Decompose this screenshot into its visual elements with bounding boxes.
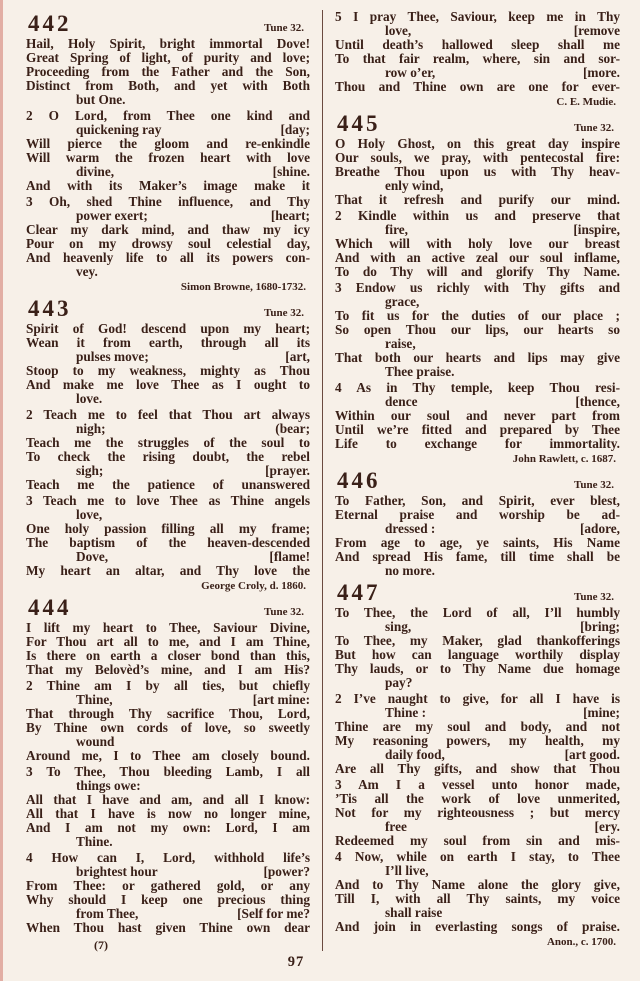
column-left xyxy=(26,10,322,951)
hymn-line: 5 I pray Thee, Saviour, keep me in Thy xyxy=(335,9,620,24)
hymn-line: 4 As in Thy temple, keep Thou resi- xyxy=(335,380,620,395)
hymn-line: Spirit of God! descend upon my heart; xyxy=(26,321,310,336)
hymn-line: vey. xyxy=(76,264,98,279)
hymn-line: And heavenly life to all its powers con- xyxy=(26,250,310,265)
hymn-line: To fit us for the duties of our place ; xyxy=(335,308,620,323)
hymn-line xyxy=(335,223,620,237)
hymn-line: Why should I keep one precious thing xyxy=(26,892,310,907)
hymn-line-text: nigh; xyxy=(76,421,106,436)
hymn-line: All that I have is now no longer mine, xyxy=(26,806,310,821)
hymn-line xyxy=(26,350,310,364)
hymn-line: Within our soul and never part from xyxy=(335,408,620,423)
hymn-line: To Thee, the Lord of all, I’ll humbly xyxy=(335,605,620,620)
hymn-line: Hail, Holy Spirit, bright immortal Dove! xyxy=(26,36,310,51)
hymn-line: 3 Oh, shed Thine influence, and Thy xyxy=(26,194,310,209)
hymn-line xyxy=(335,522,620,536)
catchword: [more. xyxy=(582,65,620,80)
catchword: [bring; xyxy=(580,619,620,634)
hymn-line-text: Thine : xyxy=(385,705,427,720)
hymn-line: 3 Teach me to love Thee as Thine angels xyxy=(26,493,310,508)
catchword: [mine; xyxy=(583,705,620,720)
hymn-line: 2 I’ve naught to give, for all I have is xyxy=(335,691,620,706)
hymn-line xyxy=(335,24,620,38)
hymn-line xyxy=(26,464,310,478)
catchword: [power? xyxy=(263,864,310,879)
hymn-line: That through Thy sacrifice Thou, Lord, xyxy=(26,706,310,721)
hymn-line xyxy=(26,123,310,137)
hymn-line: Teach me the patience of unanswered xyxy=(26,477,310,492)
hymn-line-text: sing, xyxy=(385,619,412,634)
attribution: George Croly, d. 1860. xyxy=(201,580,306,592)
hymn-line: And with its Maker’s image make it xyxy=(26,178,310,193)
hymn-line xyxy=(26,550,310,564)
hymn-line: I lift my heart to Thee, Saviour Divine, xyxy=(26,620,310,635)
hymn-line: ’Tis all the work of love unmerited, xyxy=(335,791,620,806)
stanza xyxy=(26,37,310,107)
hymn-line: 2 O Lord, from Thee one kind and xyxy=(26,108,310,123)
hymn-line: shall raise xyxy=(385,905,443,920)
hymn-header xyxy=(26,11,310,37)
hymn-line: When Thou hast given Thine own dear xyxy=(26,920,310,935)
hymn-line: To check the rising doubt, the rebel xyxy=(26,449,310,464)
hymn-line-text: dressed : xyxy=(385,521,436,536)
signature-mark: (7) xyxy=(94,938,108,952)
stanza xyxy=(26,322,310,406)
hymn-line: I’ll live, xyxy=(385,863,429,878)
stanza xyxy=(26,195,310,279)
hymn-line xyxy=(26,422,310,436)
hymn-line: 4 How can I, Lord, withhold life’s xyxy=(26,850,310,865)
hymn-line: Which will with holy love our breast xyxy=(335,236,620,251)
hymn-line: raise, xyxy=(385,336,416,351)
hymn-line: And I am not my own: Lord, I am xyxy=(26,820,310,835)
hymn-line xyxy=(335,820,620,834)
catchword: [prayer. xyxy=(265,463,310,478)
hymn-line: And make me love Thee as I ought to xyxy=(26,377,310,392)
hymn-line: but One. xyxy=(76,92,126,107)
hymn-line: From Thee: or gathered gold, or any xyxy=(26,878,310,893)
hymn-number: 443 xyxy=(28,296,72,321)
hymn-line-text: Dove, xyxy=(76,549,109,564)
hymn-line: Thine are my soul and body, and not xyxy=(335,719,620,734)
hymn-line: 3 Endow us richly with Thy gifts and xyxy=(335,280,620,295)
hymn-line: That both our hearts and lips may give xyxy=(335,350,620,365)
hymn-line: Thine. xyxy=(76,834,113,849)
stanza xyxy=(26,408,310,492)
hymn-line: Distinct from Both, and yet with Both xyxy=(26,78,310,93)
hymn-line: love. xyxy=(76,391,103,406)
stanza xyxy=(335,381,620,451)
hymn-line: Our souls, we pray, with pentecostal fire: xyxy=(335,150,620,165)
catchword: [Self for me? xyxy=(237,906,310,921)
hymn-header xyxy=(26,595,310,621)
hymn-line: O Holy Ghost, on this great day inspire xyxy=(335,136,620,151)
hymn-line: Redeemed my soul from sin and mis- xyxy=(335,833,620,848)
stanza xyxy=(335,850,620,934)
catchword: [shine. xyxy=(272,164,310,179)
catchword: [day; xyxy=(280,122,310,137)
hymn-line-text: dence xyxy=(385,394,418,409)
stanza xyxy=(26,851,310,935)
hymn-line xyxy=(26,693,310,707)
hymn-line xyxy=(335,66,620,80)
hymn-line: But how can language worthily display xyxy=(335,647,620,662)
hymn-line-text: brightest hour xyxy=(76,864,158,879)
hymn-line: To that fair realm, where, sin and sor- xyxy=(335,51,620,66)
hymn-line: Clear my dark mind, and thaw my icy xyxy=(26,222,310,237)
hymn-line xyxy=(26,907,310,921)
catchword: [remove xyxy=(573,23,620,38)
hymn-line: Not for my righteousness ; but mercy xyxy=(335,805,620,820)
stanza xyxy=(335,281,620,379)
hymn-line-text: quickening ray xyxy=(76,122,162,137)
stanza xyxy=(335,494,620,578)
hymn-line: By Thine own cords of love, so sweetly xyxy=(26,720,310,735)
tune-label: Tune 32. xyxy=(264,22,304,34)
hymn-line xyxy=(335,706,620,720)
stanza xyxy=(26,765,310,849)
stanza xyxy=(26,494,310,578)
hymn-number: 446 xyxy=(337,468,381,493)
catchword: [ery. xyxy=(594,819,620,834)
catchword: (bear; xyxy=(275,421,310,436)
hymn-line: To Father, Son, and Spirit, ever blest, xyxy=(335,493,620,508)
stanza xyxy=(26,109,310,193)
catchword: [inspire, xyxy=(573,222,620,237)
stanza xyxy=(335,778,620,848)
hymn-line: Thee praise. xyxy=(385,364,455,379)
hymn-line: Will pierce the gloom and re-enkindle xyxy=(26,136,310,151)
hymn-line: Stoop to my weakness, mighty as Thou xyxy=(26,363,310,378)
hymn-line: Eternal praise and worship be ad- xyxy=(335,507,620,522)
hymn-line: Pour on my drowsy soul celestial day, xyxy=(26,236,310,251)
hymn-line: Teach me the struggles of the soul to xyxy=(26,435,310,450)
stanza xyxy=(335,137,620,207)
hymn-line-text: Thine, xyxy=(76,692,113,707)
scan-edge-artifact xyxy=(0,0,3,981)
hymn-line xyxy=(335,620,620,634)
hymn-line: Till I, with all Thy saints, my voice xyxy=(335,891,620,906)
hymn-line xyxy=(335,395,620,409)
page-footer xyxy=(0,935,640,981)
hymn-number: 447 xyxy=(337,580,381,605)
hymn-number: 442 xyxy=(28,11,72,36)
hymn-header xyxy=(335,580,620,606)
hymn-line-text: from Thee, xyxy=(76,906,139,921)
hymn-line: My heart an altar, and Thy love the xyxy=(26,563,310,578)
hymn-line-text: daily food, xyxy=(385,747,445,762)
hymn-line: That it refresh and purify our mind. xyxy=(335,192,620,207)
hymn-line: The baptism of the heaven-descended xyxy=(26,535,310,550)
hymn-line: Around me, I to Thee am closely bound. xyxy=(26,748,310,763)
hymn-number: 444 xyxy=(28,595,72,620)
catchword: [art good. xyxy=(564,747,620,762)
hymn-line: Thou and Thine own are one for ever- xyxy=(335,79,620,94)
hymn-line: Great Spring of light, of purity and love; xyxy=(26,50,310,65)
hymn-line: For Thou art all to me, and I am Thine, xyxy=(26,634,310,649)
column-right xyxy=(322,10,620,951)
page-number: 97 xyxy=(287,954,305,970)
hymn-header xyxy=(335,111,620,137)
hymn-line xyxy=(335,748,620,762)
hymn-line: Breathe Thou upon us with Thy heav- xyxy=(335,164,620,179)
hymn-line: Until we’re fitted and prepared by Thee xyxy=(335,422,620,437)
tune-label: Tune 32. xyxy=(264,307,304,319)
hymn-line xyxy=(26,209,310,223)
hymn-line: And spread His fame, till time shall be xyxy=(335,549,620,564)
hymn-line: That my Belovèd’s mine, and I am His? xyxy=(26,662,310,677)
catchword: [flame! xyxy=(269,549,310,564)
hymn-line-text: pulses move; xyxy=(76,349,149,364)
hymn-line: wound xyxy=(76,734,115,749)
hymn-line: And with an active zeal our soul inflame, xyxy=(335,250,620,265)
hymn-line: 4 Now, while on earth I stay, to Thee xyxy=(335,849,620,864)
hymn-line-text: divine, xyxy=(76,164,115,179)
hymn-line: So open Thou our lips, our hearts so xyxy=(335,322,620,337)
tune-label: Tune 32. xyxy=(264,606,304,618)
hymn-line-text: power exert; xyxy=(76,208,148,223)
stanza xyxy=(335,606,620,690)
catchword: [adore, xyxy=(579,521,620,536)
hymn-line: Are all Thy gifts, and show that Thou xyxy=(335,761,620,776)
catchword: [thence, xyxy=(575,394,620,409)
stanza xyxy=(335,10,620,94)
catchword: [art, xyxy=(285,349,310,364)
hymn-line-text: free xyxy=(385,819,407,834)
hymn-line: Thy lauds, or to Thy Name due homage xyxy=(335,661,620,676)
hymn-line: And join in everlasting songs of praise. xyxy=(335,919,620,934)
tune-label: Tune 32. xyxy=(574,591,614,603)
hymn-line xyxy=(26,865,310,879)
hymn-line: grace, xyxy=(385,294,420,309)
stanza xyxy=(26,679,310,763)
hymn-header xyxy=(26,296,310,322)
stanza xyxy=(26,621,310,677)
hymn-line: Proceeding from the Father and the Son, xyxy=(26,64,310,79)
hymn-line: things owe: xyxy=(76,778,141,793)
hymn-line: To do Thy will and glorify Thy Name. xyxy=(335,264,620,279)
hymn-line: My reasoning powers, my health, my xyxy=(335,733,620,748)
attribution: Anon., c. 1700. xyxy=(546,936,616,948)
hymn-line-text: fire, xyxy=(385,222,409,237)
hymn-line-text: row o’er, xyxy=(385,65,436,80)
hymn-line: Until death’s hallowed sleep shall me xyxy=(335,37,620,52)
hymn-line: 2 Thine am I by all ties, but chiefly xyxy=(26,678,310,693)
attribution: Simon Browne, 1680-1732. xyxy=(180,281,306,293)
hymn-header xyxy=(335,468,620,494)
hymn-line: Is there on earth a closer bond than this, xyxy=(26,648,310,663)
tune-label: Tune 32. xyxy=(574,122,614,134)
hymn-line: One holy passion filling all my frame; xyxy=(26,521,310,536)
attribution: John Rawlett, c. 1687. xyxy=(512,453,616,465)
hymn-line: 3 To Thee, Thou bleeding Lamb, I all xyxy=(26,764,310,779)
hymn-line: 3 Am I a vessel unto honor made, xyxy=(335,777,620,792)
hymn-number: 445 xyxy=(337,111,381,136)
hymn-line: 2 Kindle within us and preserve that xyxy=(335,208,620,223)
hymn-line xyxy=(26,165,310,179)
hymn-line: love, xyxy=(76,507,103,522)
hymn-line-text: love, xyxy=(385,23,412,38)
hymn-line: enly wind, xyxy=(385,178,444,193)
hymn-line: To Thee, my Maker, glad thankofferings xyxy=(335,633,620,648)
catchword: [heart; xyxy=(270,208,310,223)
hymn-line: From age to age, ye saints, His Name xyxy=(335,535,620,550)
stanza xyxy=(335,692,620,776)
attribution: C. E. Mudie. xyxy=(556,96,616,108)
hymn-line: 2 Teach me to feel that Thou art always xyxy=(26,407,310,422)
hymn-line: no more. xyxy=(385,563,435,578)
hymn-line: And to Thy Name alone the glory give, xyxy=(335,877,620,892)
hymn-line: Life to exchange for immortality. xyxy=(335,436,620,451)
tune-label: Tune 32. xyxy=(574,479,614,491)
hymn-line: Wean it from earth, through all its xyxy=(26,335,310,350)
hymn-line: Will warm the frozen heart with love xyxy=(26,150,310,165)
stanza xyxy=(335,209,620,279)
hymn-line: All that I have and am, and all I know: xyxy=(26,792,310,807)
catchword: [art mine: xyxy=(252,692,310,707)
hymn-line-text: sigh; xyxy=(76,463,104,478)
hymn-line: pay? xyxy=(385,675,413,690)
